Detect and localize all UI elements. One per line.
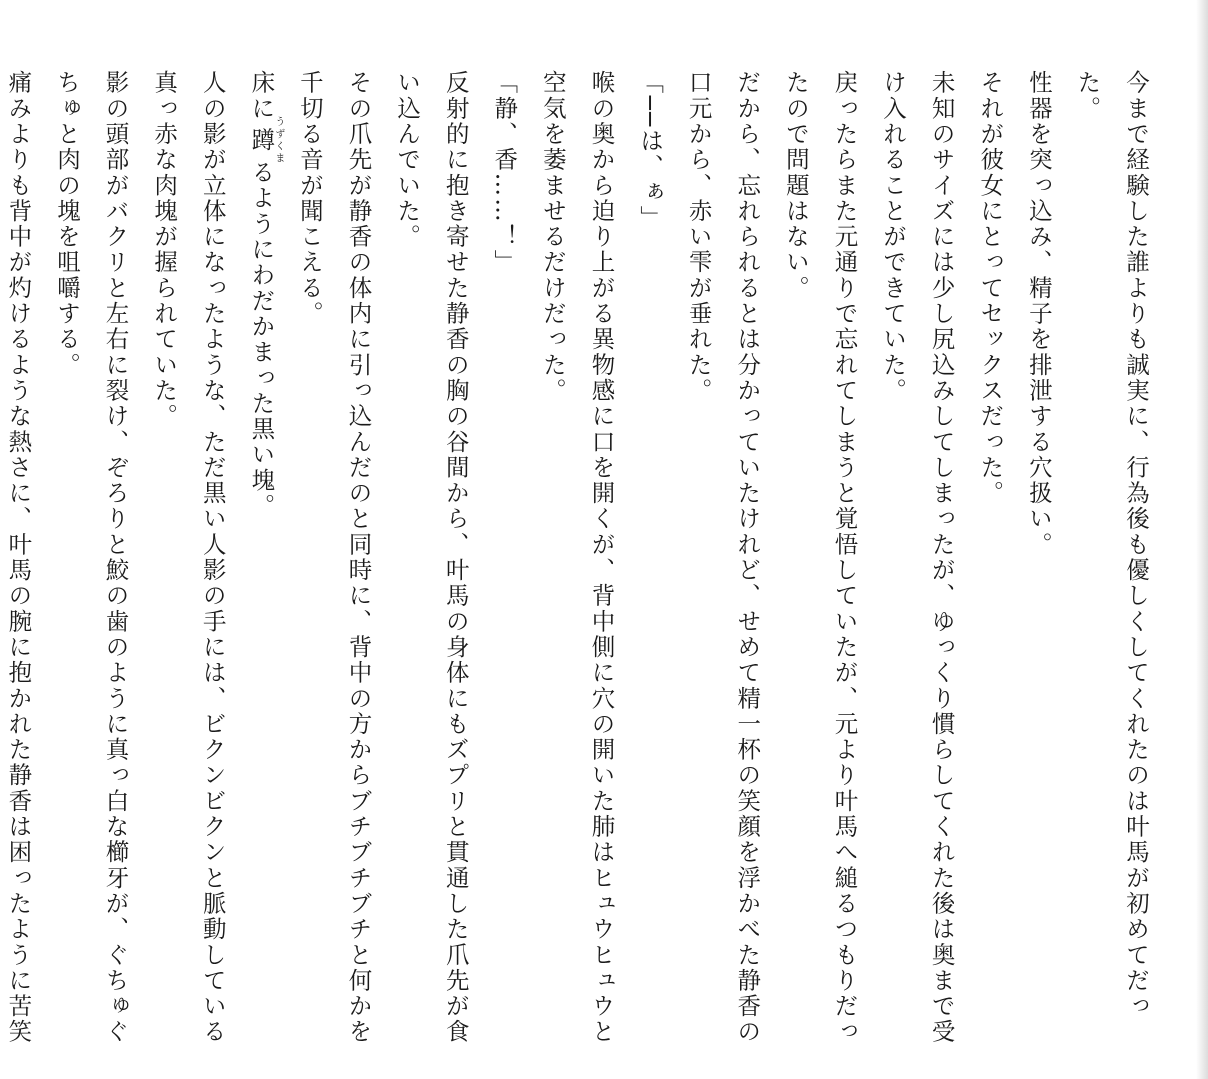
paragraph-9-text: 「静、香……！」 (490, 70, 519, 276)
paragraph-14-text: 影の頭部がバクリと左右に裂け、ぞろりと鮫の歯のように真っ白な櫛牙が、ぐちゅぐちゅと肉の塊を咀嚼する。 (52, 70, 130, 1045)
novel-text-column (4, 70, 1160, 1050)
paragraph-9 (480, 70, 529, 1050)
paragraph-1 (1063, 70, 1160, 1050)
paragraph-6-text: だから、忘れられるとは分かっていたけれど、せめて精一杯の笑顔を浮かべた静香の口元から、赤い雫が垂れた。 (684, 70, 762, 1045)
paragraph-10 (383, 70, 480, 1050)
paragraph-13-text: 人の影が立体になったような、ただ黒い人影の手には、ビクンビクンと脈動している真っ赤な肉塊が握られていた。 (150, 70, 227, 1045)
paragraph-7-text: 「──は、ぁ」 (636, 70, 665, 231)
paragraph-11 (285, 70, 382, 1050)
paragraph-3-text: それが彼女にとってセックスだった。 (976, 70, 1005, 507)
ruby-annotation: 蹲うずくま (247, 116, 284, 165)
paragraph-8-text: 喉の奥から迫り上がる異物感に口を開くが、背中側に穴の開いた肺はヒュウヒュウと空気を萎ませるだけだった。 (538, 70, 616, 1045)
paragraph-15-text: 痛みよりも背中が灼けるような熱さに、叶馬の腕に抱かれた静香は困ったように苦笑 (4, 70, 33, 1045)
page-edge-shadow (1196, 0, 1208, 1079)
paragraph-11-text: その爪先が静香の体内に引っ込んだのと同時に、背中の方からブチブチブチと何かを千切る音が聞こえる。 (295, 70, 373, 1045)
paragraph-4 (868, 70, 965, 1050)
paragraph-12-text: 床に蹲うずくまるようにわだかまった黒い塊。 (247, 70, 284, 520)
paragraph-4-text: 未知のサイズには少し尻込みしてしまったが、ゆっくり慣らしてくれた後は奥まで受け入れることができていた。 (879, 70, 956, 1045)
ruby-reading: うずくま (272, 116, 284, 165)
paragraph-12 (237, 70, 286, 1050)
paragraph-6 (674, 70, 771, 1050)
paragraph-7 (625, 70, 674, 1050)
paragraph-5 (771, 70, 868, 1050)
paragraph-5-text: 戻ったらまた元通りで忘れてしまうと覚悟していたが、元より叶馬へ縋るつもりだったので問題はない。 (781, 70, 859, 1045)
paragraph-10-text: 反射的に抱き寄せた静香の胸の谷間から、叶馬の身体にもズプリと貫通した爪先が食い込んでいた。 (393, 70, 470, 1045)
paragraph-3 (966, 70, 1015, 1050)
paragraph-13 (140, 70, 237, 1050)
paragraph-14 (42, 70, 139, 1050)
paragraph-1-text: 今まで経験した誰よりも誠実に、行為後も優しくしてくれたのは叶馬が初めてだった。 (1073, 70, 1150, 1020)
paragraph-2-text: 性器を突っ込み、精子を排泄する穴扱い。 (1024, 70, 1053, 558)
paragraph-15 (0, 70, 42, 1050)
paragraph-2 (1014, 70, 1063, 1050)
paragraph-8 (528, 70, 625, 1050)
